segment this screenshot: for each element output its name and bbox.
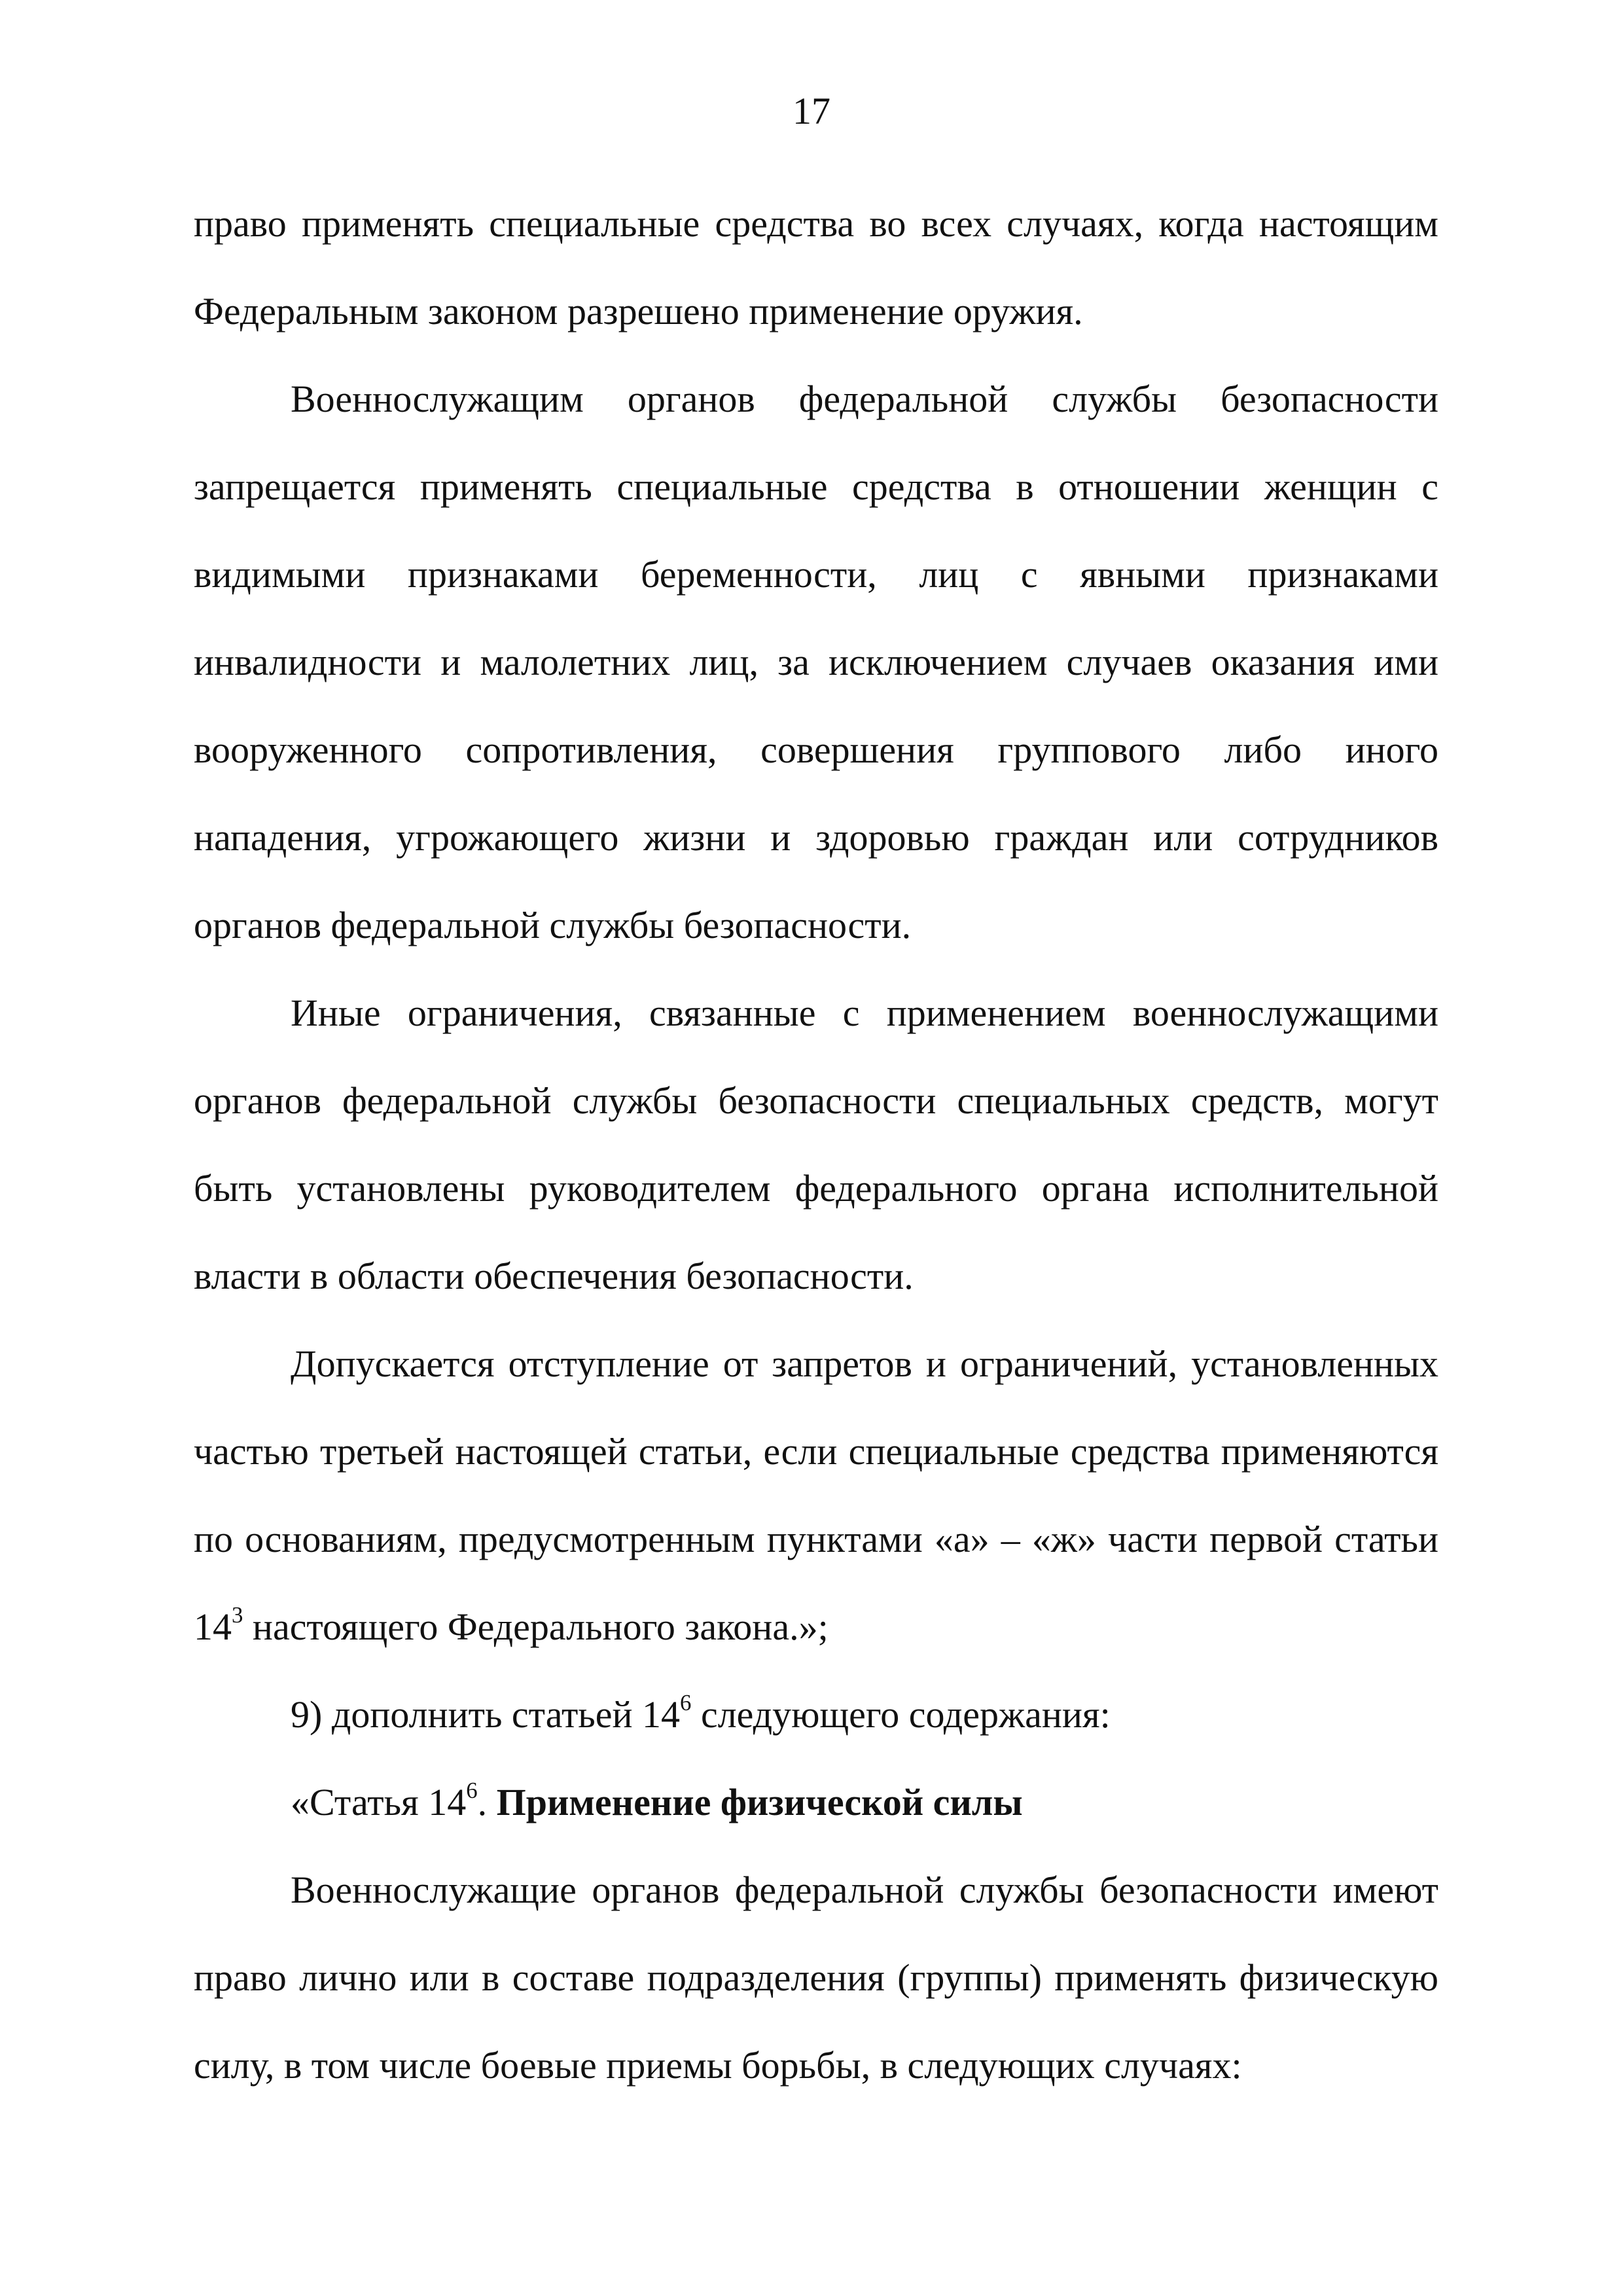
article-title: Применение физической силы xyxy=(496,1781,1023,1823)
paragraph-other-restrictions: Иные ограничения, связанные с применением военнослужащими органов федеральной службы безопасности специальных средств, могут быть установлены руководителем федерального органа исполнительной власти в области обеспечения безопасности. xyxy=(194,992,1438,1297)
article-separator: . xyxy=(477,1781,497,1823)
document-body xyxy=(194,180,1438,2109)
amendment-text-end: следующего содержания: xyxy=(691,1693,1111,1736)
paragraph-prohibition: Военнослужащим органов федеральной службы безопасности запрещается применять специальные средства в отношении женщин с видимыми признаками беременности, лиц с явными признаками инвалидности и малолетних лиц, за исключением случаев оказания ими вооруженного сопротивления, совершения группового либо иного нападения, угрожающего жизни и здоровью граждан или сотрудников органов федеральной службы безопасности. xyxy=(194,378,1438,946)
paragraph-continuation: право применять специальные средства во всех случаях, когда настоящим Федеральным законом разрешено применение оружия. xyxy=(194,202,1438,332)
page-number: 17 xyxy=(793,90,830,132)
article-number: «Статья 14 xyxy=(291,1781,467,1823)
superscript: 6 xyxy=(680,1689,692,1715)
superscript: 6 xyxy=(466,1777,478,1803)
paragraph-deviation-text: Допускается отступление от запретов и ограничений, установленных частью третьей настоящей статьи, если специальные средства применяются по основаниям, предусмотренным пунктами «а» – «ж» части первой статьи 14 xyxy=(194,1342,1438,1648)
article-heading xyxy=(194,1759,1438,1846)
superscript: 3 xyxy=(232,1602,243,1628)
paragraph-physical-force: Военнослужащие органов федеральной службы безопасности имеют право лично или в составе подразделения (группы) применять физическую силу, в том числе боевые приемы борьбы, в следующих случаях: xyxy=(194,1869,1438,2087)
paragraph-deviation-end: настоящего Федерального закона.»; xyxy=(243,1605,829,1648)
amendment-text: 9) дополнить статьей 14 xyxy=(291,1693,681,1736)
paragraph-amendment-item xyxy=(194,1671,1438,1759)
paragraph-deviation xyxy=(194,1320,1438,1671)
